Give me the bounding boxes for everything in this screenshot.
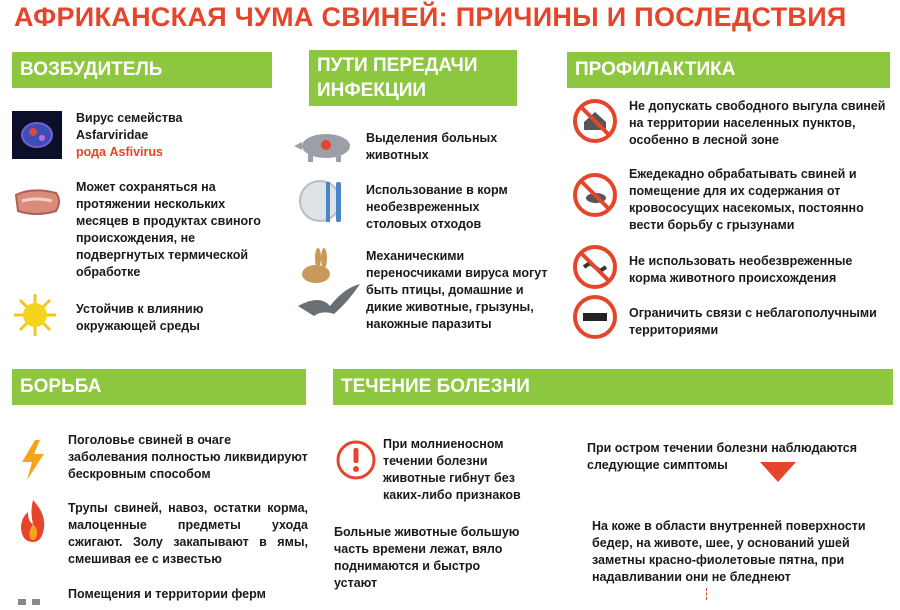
no-free-range-icon (570, 96, 620, 151)
course-lying-text: Больные животные большую часть времени лежат, вяло поднимаются и быстро устают (334, 525, 520, 590)
no-entry-icon (570, 292, 620, 347)
virus-icon (12, 111, 62, 164)
control-premises-text: Помещения и территории ферм (68, 587, 266, 601)
transmission-secretions-text: Выделения больных животных (366, 131, 498, 162)
pathogen-meat-text: Может сохраняться на протяжении нескольких месяцев в продуктах свиного происхождения, не подвергнутых термической обработке (76, 180, 261, 279)
no-rodents-icon (570, 170, 620, 225)
fire-icon (14, 498, 52, 549)
control-header: БОРЬБА (12, 369, 306, 405)
prevention-free-range-text: Не допускать свободного выгула свиней на территории населенных пунктов, особенно в лесной зоне (629, 99, 886, 147)
transmission-header-line2: ИНФЕКЦИИ (317, 80, 427, 101)
pathogen-resistant-text: Устойчив к влиянию окружающей среды (76, 302, 204, 333)
pathogen-virus-text (76, 110, 266, 161)
course-acute-intro-text: При остром течении болезни наблюдаются следующие симптомы (587, 441, 858, 472)
control-burning-text: Трупы свиней, навоз, остатки корма, малоценные предметы ухода сжигают. Золу закапывают в ямы, смешивая ее с известью (68, 501, 308, 566)
no-raw-feed-icon (570, 242, 620, 297)
pathogen-virus-line2: Asfarviridae (76, 128, 149, 142)
pathogen-virus-line1: Вирус семейства (76, 111, 183, 125)
course-fulminant-text: При молниеносном течении болезни животные гибнут без каких-либо признаков (383, 437, 521, 502)
pathogen-virus-genus: рода Asfivirus (76, 145, 163, 159)
building-icon (18, 592, 48, 610)
prevention-header: ПРОФИЛАКТИКА (567, 52, 890, 88)
control-liquidation-text: Поголовье свиней в очаге заболевания полностью ликвидируют бескровным способом (68, 433, 308, 481)
course-skin-text: На коже в области внутренней поверхности бедер, на животе, шее, у оснований ушей заметны красно-фиолетовые пятна, при надавливании они не бледнеют (592, 519, 866, 584)
transmission-food-waste-text: Использование в корм необезвреженных столовых отходов (366, 183, 508, 231)
prevention-contacts-text: Ограничить связи с неблагополучными территориями (629, 306, 877, 337)
connector-line (706, 588, 709, 600)
transmission-header (309, 50, 517, 106)
sun-icon (12, 292, 58, 343)
transmission-carriers-text: Механическими переносчиками вируса могут быть птицы, домашние и дикие животные, грызуны, накожные паразиты (366, 249, 548, 331)
warning-icon (334, 438, 378, 487)
meat-icon (12, 185, 64, 226)
prevention-feed-text: Не использовать необезвреженные корма животного происхождения (629, 254, 853, 285)
pathogen-header: ВОЗБУДИТЕЛЬ (12, 52, 272, 88)
cutlery-icon (298, 178, 354, 229)
transmission-header-line1: ПУТИ ПЕРЕДАЧИ (317, 55, 478, 76)
pig-icon (294, 128, 360, 169)
hare-bird-icon (294, 244, 362, 329)
lightning-icon (18, 440, 48, 485)
arrow-down-icon (760, 462, 796, 487)
page-title: АФРИКАНСКАЯ ЧУМА СВИНЕЙ: ПРИЧИНЫ И ПОСЛЕДСТВИЯ (14, 2, 847, 32)
prevention-rodents-text: Ежедекадно обрабатывать свиней и помещение для их содержания от кровососущих насекомых, постоянно вести борьбу с грызунами (629, 167, 864, 232)
course-header: ТЕЧЕНИЕ БОЛЕЗНИ (333, 369, 893, 405)
